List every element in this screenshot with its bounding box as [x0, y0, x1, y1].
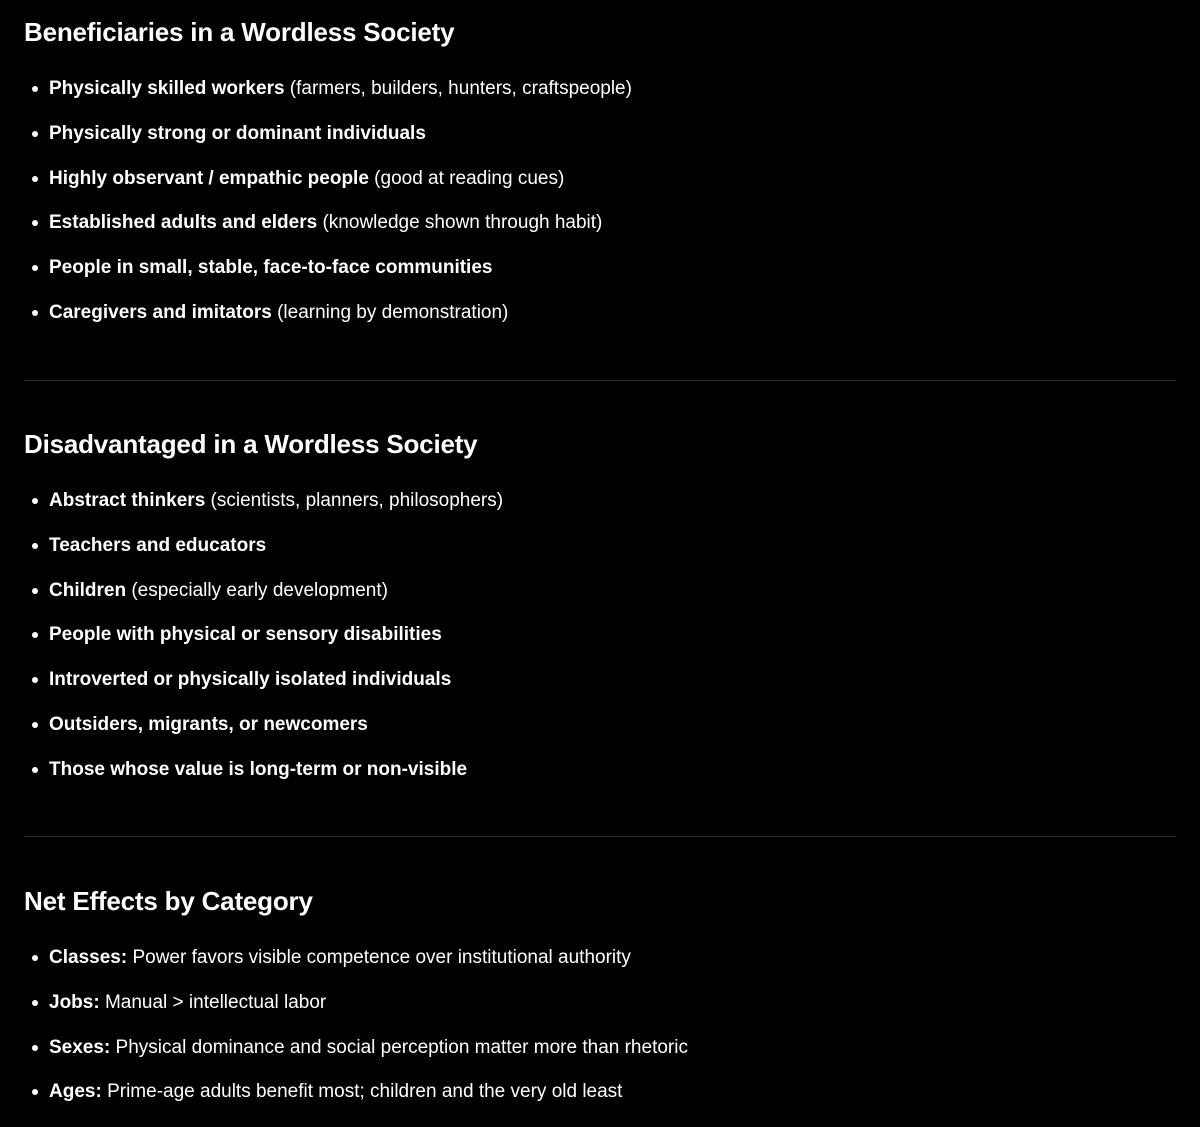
list-item — [24, 757, 503, 783]
list-item — [24, 166, 632, 192]
section-disadvantaged — [24, 428, 503, 783]
item-bold-text: Jobs: — [49, 991, 100, 1013]
section-heading: Disadvantaged in a Wordless Society — [24, 429, 478, 459]
item-text: Power favors visible competence over institutional authority — [127, 947, 631, 968]
item-bold-text: People with physical or sensory disabilities — [49, 624, 442, 646]
list-item — [24, 945, 688, 971]
item-text: Manual > intellectual labor — [99, 991, 327, 1013]
item-text: (good at reading cues) — [368, 167, 565, 189]
item-bold-text: Highly observant / empathic people — [49, 167, 369, 189]
section-heading: Beneficiaries in a Wordless Society — [24, 17, 455, 47]
list-item — [24, 76, 632, 102]
list-item — [24, 121, 632, 147]
section-heading: Net Effects by Category — [24, 886, 313, 916]
list-item — [24, 210, 632, 236]
item-bold-text: Outsiders, migrants, or newcomers — [49, 713, 368, 735]
list-item — [24, 578, 503, 604]
item-bold-text: Children — [49, 579, 127, 601]
section-divider — [24, 836, 1176, 837]
item-text: (knowledge shown through habit) — [317, 212, 603, 234]
section-divider — [24, 380, 1176, 381]
item-bold-text: Classes: — [49, 947, 128, 968]
list-item — [24, 622, 503, 648]
list-item — [24, 1079, 688, 1105]
list-item — [24, 712, 503, 738]
item-bold-text: Introverted or physically isolated individuals — [49, 669, 452, 691]
list-item — [24, 990, 688, 1016]
item-bold-text: Sexes: — [49, 1036, 111, 1058]
section-beneficiaries — [24, 16, 632, 326]
list-item — [24, 667, 503, 693]
item-bold-text: Caregivers and imitators — [49, 301, 272, 323]
item-text: (scientists, planners, philosophers) — [205, 490, 504, 511]
item-bold-text: Those whose value is long-term or non-visible — [49, 758, 468, 780]
list-item — [24, 255, 632, 281]
list-item — [24, 300, 632, 326]
item-bold-text: Teachers and educators — [49, 534, 267, 556]
item-text: Prime-age adults benefit most; children and the very old least — [101, 1081, 623, 1103]
item-text: (farmers, builders, hunters, craftspeople) — [284, 78, 632, 99]
item-text: (especially early development) — [126, 579, 388, 601]
item-text: Physical dominance and social perception matter more than rhetoric — [110, 1036, 688, 1058]
list-item — [24, 488, 503, 514]
bullet-list — [24, 945, 688, 1105]
bullet-list — [24, 488, 503, 783]
item-bold-text: Established adults and elders — [49, 212, 318, 234]
bullet-list — [24, 76, 632, 326]
item-bold-text: Ages: — [49, 1081, 102, 1103]
item-text: (learning by demonstration) — [271, 301, 509, 323]
list-item — [24, 533, 503, 559]
item-bold-text: People in small, stable, face-to-face communities — [49, 257, 493, 279]
item-bold-text: Abstract thinkers — [49, 490, 206, 511]
section-net-effects — [24, 885, 688, 1105]
item-bold-text: Physically skilled workers — [49, 78, 285, 99]
item-bold-text: Physically strong or dominant individuals — [49, 122, 426, 144]
list-item — [24, 1035, 688, 1061]
